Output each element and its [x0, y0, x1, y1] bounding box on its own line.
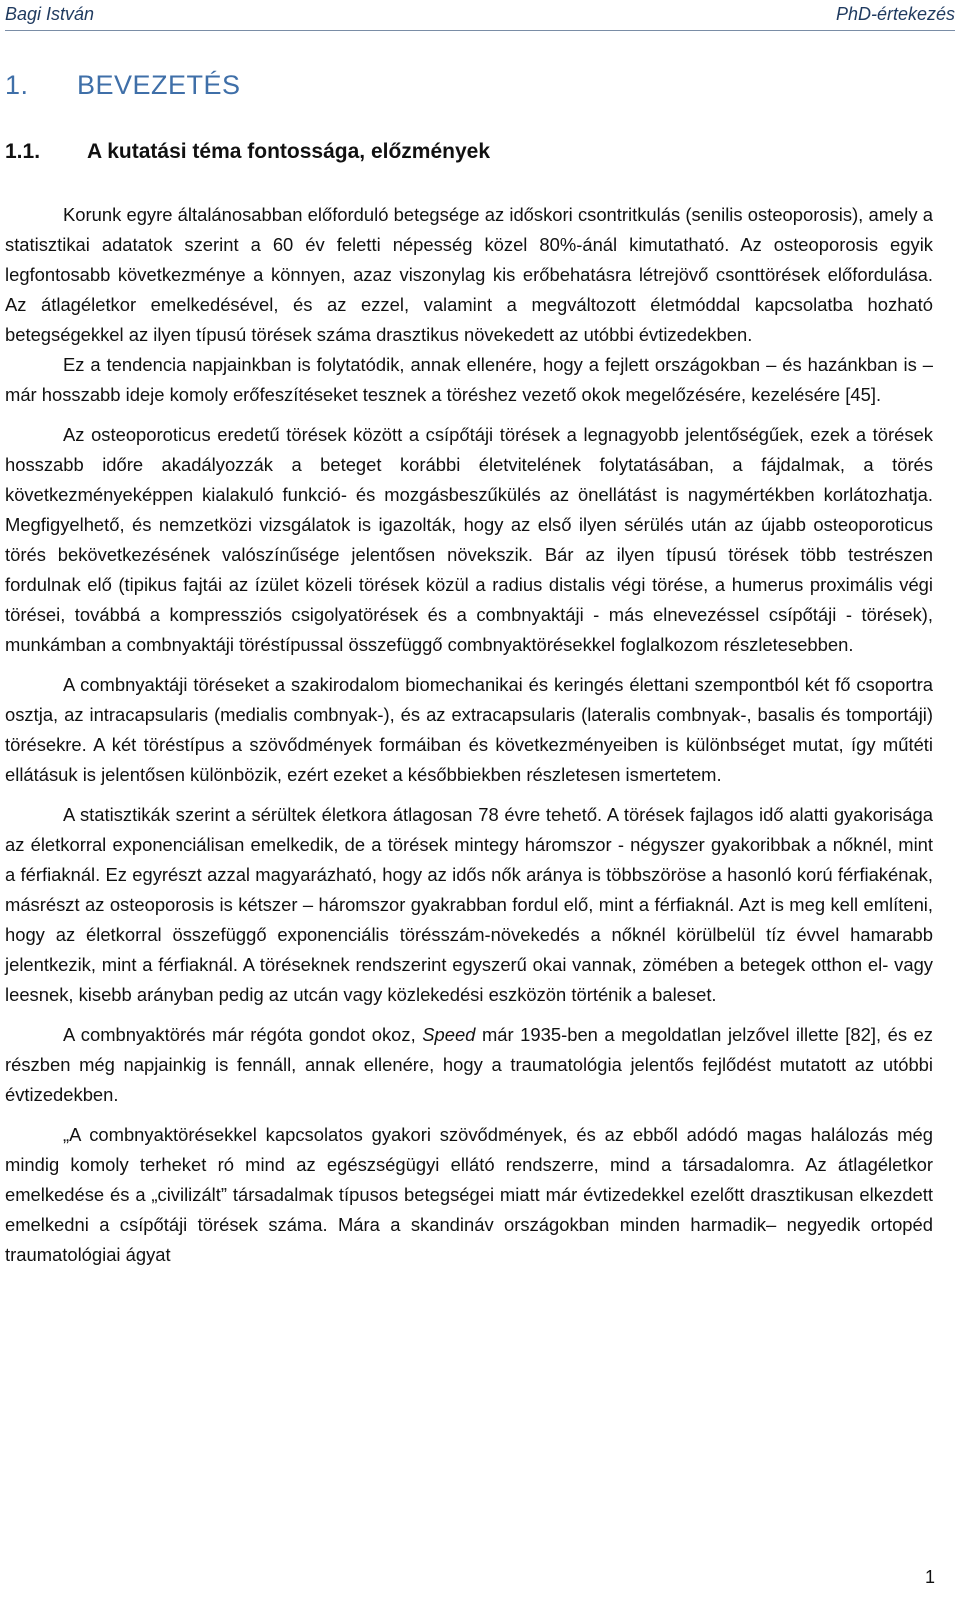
section-number: 1.1. — [5, 140, 41, 163]
header-divider — [5, 30, 955, 31]
paragraph: A combnyaktáji töréseket a szakirodalom biomechanikai és keringés élettani szempontból két fő csoportra osztja, az intracapsularis (medialis combnyak-), és az extracapsularis (lateralis combnyak-, basalis és tomportáji) törésekre. A két töréstípus a szövődmények formáiban és következményeiben is különbséget mutat, így műtéti ellátásuk is jelentősen különbözik, ezért ezeket a későbbiekben részletesen ismertetem. — [5, 674, 933, 785]
body-text — [5, 200, 933, 1270]
chapter-title: BEVEZETÉS — [77, 70, 241, 100]
paragraph-text: A combnyaktörés már régóta gondot okoz, — [63, 1024, 423, 1045]
section-heading — [5, 140, 490, 164]
emphasized-name: Speed — [422, 1024, 476, 1045]
header-author: Bagi István — [5, 3, 95, 24]
paragraph: Ez a tendencia napjainkban is folytatódik, annak ellenére, hogy a fejlett országokban – és hazánkban is – már hosszabb ideje komoly erőfeszítéseket tesznek a töréshez vezető okok megelőzésére, kezelésére [45]. — [5, 354, 933, 405]
header-doc-type: PhD-értekezés — [835, 3, 955, 24]
paragraph: Korunk egyre általánosabban előforduló betegsége az időskori csontritkulás (senilis osteoporosis), amely a statisztikai adatatok szerint a 60 év feletti népesség közel 80%-ánál kimutatható. Az osteoporosis egyik legfontosabb következménye a könnyen, azaz viszonylag kis erőbehatásra létrejövő csonttörések előfordulása. Az átlagéletkor emelkedésével, és az ezzel, valamint a megváltozott életmóddal kapcsolatba hozható betegségekkel az ilyen típusú törések száma drasztikus növekedett az utóbbi évtizedekben. — [5, 204, 933, 345]
paragraph: Az osteoporoticus eredetű törések között a csípőtáji törések a legnagyobb jelentőségűek, ezek a törések hosszabb időre akadályozzák a beteget korábbi életvitelének folytatásában, a fájdalmak, a törés következményeképpen kialakuló funkció- és mozgásbeszűkülés az önellátást is nagymértékben korlátozhatja. Megfigyelhető, és nemzetközi vizsgálatok is igazolták, hogy az első ilyen sérülés után az újabb osteoporoticus törés bekövetkezésének valószínűsége jelentősen növekszik. Bár az ilyen típusú törések több testrészen fordulnak elő (tipikus fajtái az ízület közeli törések közül a radius distalis végi törése, a humerus proximális végi törései, továbbá a kompressziós csigolyatörések és a combnyaktáji - más elnevezéssel csípőtáji - törések), munkámban a combnyaktáji töréstípussal összefüggő combnyaktörésekkel foglalkozom részletesebben. — [5, 424, 933, 655]
paragraph: A statisztikák szerint a sérültek életkora átlagosan 78 évre tehető. A törések fajlagos idő alatti gyakorisága az életkorral exponenciálisan emelkedik, de a törések mintegy háromszor - négyszer gyakoribbak a nőknél, mint a férfiaknál. Ez egyrészt azzal magyarázható, hogy az idős nők aránya is többszöröse a hasonló korú férfiakénak, másrészt az osteoporosis is kétszer – háromszor gyakrabban fordul elő, mint a férfiaknál. Azt is meg kell említeni, hogy az életkorral összefüggő exponenciális törésszám-növekedés a nőknél körülbelül tíz évvel hamarabb jelentkezik, mint a férfiaknál. A töréseknek rendszerint egyszerű okai vannak, zömében a betegek otthon el- vagy leesnek, kisebb arányban pedig az utcán vagy közlekedési eszközön történik a baleset. — [5, 804, 933, 1005]
chapter-number: 1. — [5, 70, 29, 100]
chapter-heading — [5, 70, 241, 101]
paragraph — [5, 1020, 933, 1110]
page-number: 1 — [924, 1567, 935, 1587]
running-header — [5, 0, 955, 28]
paragraph: „A combnyaktörésekkel kapcsolatos gyakori szövődmények, és az ebből adódó magas halálozás még mindig komoly terheket ró mind az egészségügyi ellátó rendszerre, mind a társadalomra. Az átlagéletkor emelkedése és a „civilizált” társadalmak típusos betegségei miatt már évtizedekkel ezelőtt drasztikusan elkezdett emelkedni a csípőtáji törések száma. Mára a skandináv országokban minden harmadik– negyedik ortopéd traumatológiai ágyat — [5, 1124, 933, 1265]
paragraph-text: már 1935-ben a megoldatlan jelzővel illette [82], és ez részben még napjainkig is fennáll, annak ellenére, hogy a traumatológia jelentős fejlődést mutatott az utóbbi évtizedekben. — [5, 1024, 934, 1105]
section-title: A kutatási téma fontossága, előzmények — [87, 140, 491, 163]
